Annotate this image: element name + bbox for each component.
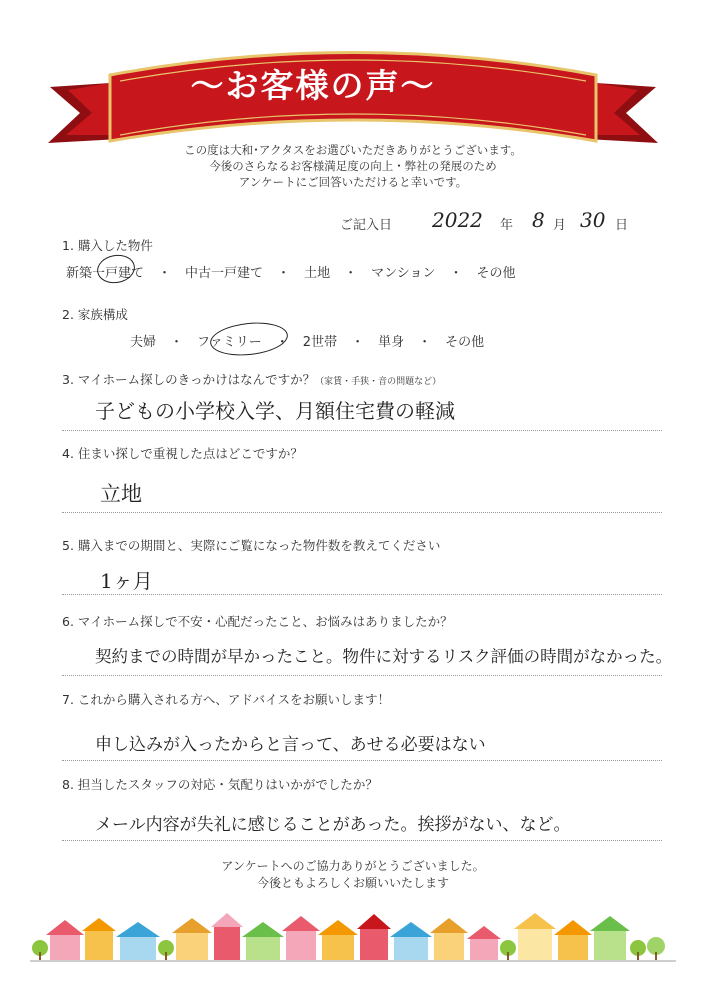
question-3: 3. マイホーム探しのきっかけはなんですか？（家賃・手狭・音の問題など） [62, 372, 442, 387]
question-2: 2. 家族構成 [62, 307, 128, 322]
date-day: 30 [580, 208, 606, 232]
answer-4: 立地 [100, 482, 142, 506]
answer-6: 契約までの時間が早かったこと。物件に対するリスク評価の時間がなかった。 [95, 647, 673, 666]
option-land[interactable]: 土地 [304, 266, 331, 281]
question-4: 4. 住まい探しで重視した点はどこですか？ [62, 446, 303, 461]
property-type-options: 新築一戸建て ・ 中古一戸建て ・ 土地 ・ マンション ・ その他 [66, 262, 516, 281]
intro-text: この度は大和･アクタスをお選びいただきありがとうございます。 今後のさらなるお客様満足度の向上・弊社の発展のため アンケートにご回答いただけると幸いです。 [184, 143, 522, 189]
closing-message: アンケートへのご協力ありがとうございました。 今後ともよろしくお願いいたします [221, 859, 485, 890]
answer-line [62, 675, 662, 676]
answer-5: 1ヶ月 [100, 569, 153, 593]
answer-line [62, 760, 662, 761]
option-other[interactable]: その他 [445, 335, 485, 350]
option-family[interactable]: ファミリー [197, 335, 262, 350]
option-couple[interactable]: 夫婦 [130, 335, 157, 350]
answer-line [62, 594, 662, 595]
selected-circle-mark [209, 319, 290, 359]
option-single[interactable]: 単身 [378, 335, 405, 350]
option-other[interactable]: その他 [476, 266, 516, 281]
option-new-house[interactable]: 新築一戸建て [66, 266, 145, 281]
answer-line [62, 512, 662, 513]
answer-line [62, 430, 662, 431]
question-8: 8. 担当したスタッフの対応・気配りはいかがでしたか？ [62, 777, 378, 792]
answer-8: メール内容が失礼に感じることがあった。挨拶がない、など。 [95, 815, 571, 835]
answer-3: 子どもの小学校入学、月額住宅費の軽減 [95, 399, 455, 423]
option-two-generation[interactable]: 2世帯 [302, 335, 338, 350]
question-5: 5. 購入までの期間と、実際にご覧になった物件数を教えてください [62, 538, 441, 553]
question-7: 7. これから購入される方へ、アドバイスをお願いします！ [62, 692, 391, 707]
option-used-house[interactable]: 中古一戸建て [185, 266, 264, 281]
answer-line [62, 840, 662, 841]
answer-7: 申し込みが入ったからと言って、あせる必要はない [95, 735, 486, 755]
houses-illustration [30, 908, 676, 962]
date-month: 8 [532, 208, 545, 232]
page-title: ～お客様の声～ [190, 66, 436, 105]
date-year: 2022 [432, 208, 483, 232]
question-1: 1. 購入した物件 [62, 238, 153, 253]
question-6: 6. マイホーム探しで不安・心配だったこと、お悩みはありましたか？ [62, 614, 453, 629]
family-options: 夫婦 ・ ファミリー ・ 2世帯 ・ 単身 ・ その他 [130, 331, 484, 350]
option-mansion[interactable]: マンション [371, 266, 436, 281]
entry-date: ご記入日 2022 年 8 月 30 日 [340, 208, 629, 233]
date-label: ご記入日 [340, 218, 393, 233]
